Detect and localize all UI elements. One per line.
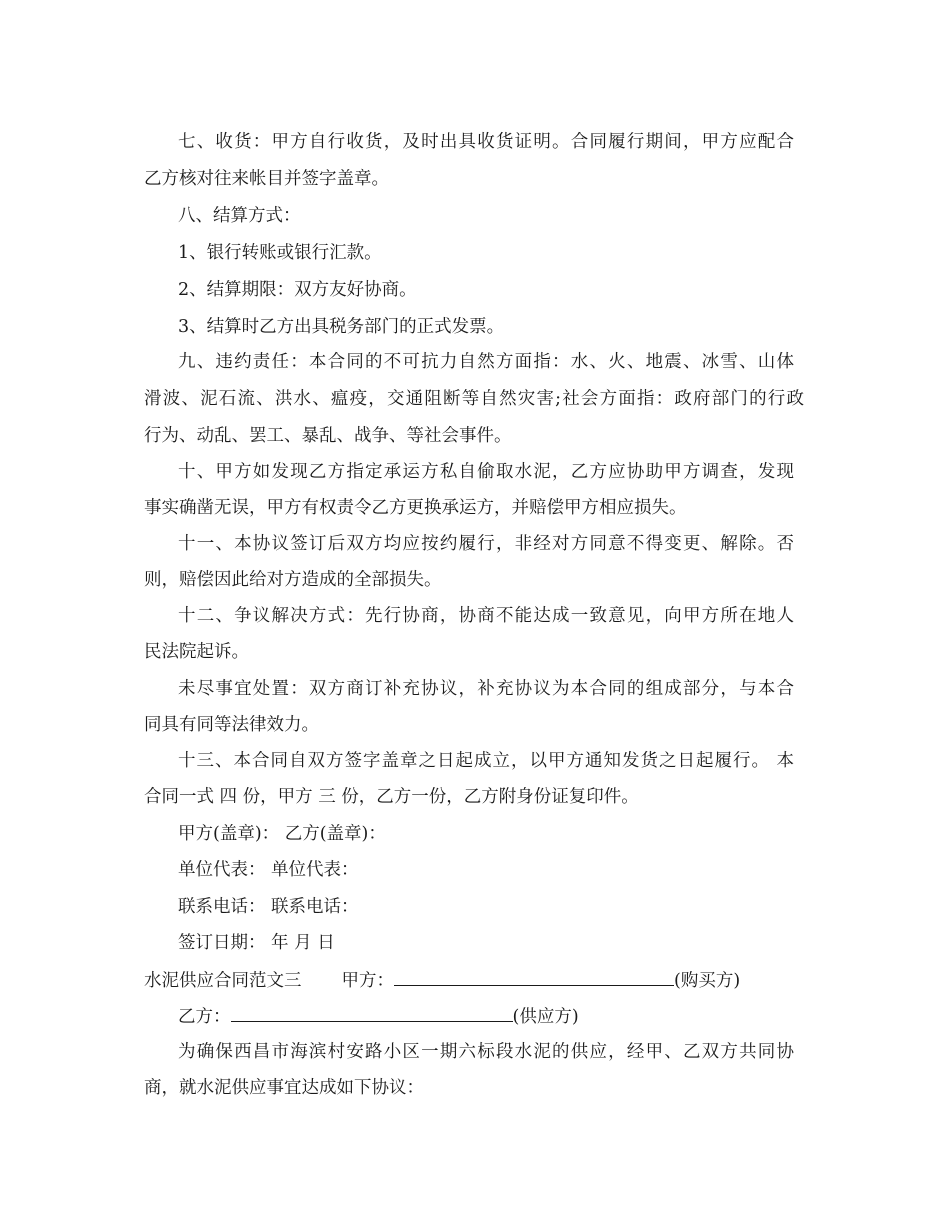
party-b-blank bbox=[231, 1003, 513, 1022]
contract-three-header-line bbox=[144, 967, 740, 993]
party-a-role: (购买方) bbox=[674, 971, 741, 991]
party-b-label: 乙方： bbox=[178, 1007, 231, 1027]
clause-13-line-2: 合同一式 四 份，甲方 三 份，乙方一份，乙方附身份证复印件。 bbox=[144, 787, 639, 807]
phone-line: 联系电话： 联系电话： bbox=[178, 897, 359, 917]
clause-7-line-1: 七、收货：甲方自行收货，及时出具收货证明。合同履行期间，甲方应配合 bbox=[178, 132, 794, 152]
clause-8-item-3: 3、结算时乙方出具税务部门的正式发票。 bbox=[178, 317, 505, 337]
clause-7-line-2: 乙方核对往来帐目并签字盖章。 bbox=[144, 169, 389, 189]
party-a-blank bbox=[394, 967, 674, 986]
clause-12-line-2: 民法院起诉。 bbox=[144, 642, 249, 662]
party-b-role: (供应方) bbox=[512, 1007, 579, 1027]
clause-9-line-2: 滑波、泥石流、洪水、瘟疫，交通阻断等自然灾害;社会方面指：政府部门的行政 bbox=[144, 389, 804, 409]
representative-line: 单位代表： 单位代表： bbox=[178, 860, 359, 880]
preamble-line-1: 为确保西昌市海滨村安路小区一期六标段水泥的供应，经甲、乙双方共同协 bbox=[178, 1042, 794, 1062]
clause-9-line-3: 行为、动乱、罢工、暴乱、战争、等社会事件。 bbox=[144, 426, 512, 446]
clause-10-line-2: 事实确凿无误，甲方有权责令乙方更换承运方，并赔偿甲方相应损失。 bbox=[144, 498, 687, 518]
clause-8-heading: 八、结算方式： bbox=[178, 206, 301, 226]
clause-11-line-2: 则，赔偿因此给对方造成的全部损失。 bbox=[144, 570, 442, 590]
party-b-line bbox=[178, 1003, 579, 1029]
signing-date-line: 签订日期： 年 月 日 bbox=[178, 933, 335, 953]
clause-9-line-1: 九、违约责任：本合同的不可抗力自然方面指：水、火、地震、冰雪、山体 bbox=[178, 352, 794, 372]
misc-matters-line-2: 同具有同等法律效力。 bbox=[144, 715, 319, 735]
contract-three-title: 水泥供应合同范文三 bbox=[144, 971, 302, 991]
clause-11-line-1: 十一、本协议签订后双方均应按约履行，非经对方同意不得变更、解除。否 bbox=[178, 534, 794, 554]
misc-matters-line-1: 未尽事宜处置：双方商订补充协议，补充协议为本合同的组成部分，与本合 bbox=[178, 679, 794, 699]
clause-8-item-2: 2、结算期限：双方友好协商。 bbox=[178, 280, 417, 300]
party-a-label: 甲方： bbox=[341, 971, 394, 991]
preamble-line-2: 商，就水泥供应事宜达成如下协议： bbox=[144, 1078, 424, 1098]
clause-8-item-1: 1、银行转账或银行汇款。 bbox=[178, 243, 382, 263]
clause-12-line-1: 十二、争议解决方式：先行协商，协商不能达成一致意见，向甲方所在地人 bbox=[178, 606, 794, 626]
clause-13-line-1: 十三、本合同自双方签字盖章之日起成立，以甲方通知发货之日起履行。 本 bbox=[178, 751, 794, 771]
clause-10-line-1: 十、甲方如发现乙方指定承运方私自偷取水泥，乙方应协助甲方调查，发现 bbox=[178, 462, 794, 482]
signature-seal-line: 甲方(盖章)： 乙方(盖章)： bbox=[178, 824, 386, 844]
